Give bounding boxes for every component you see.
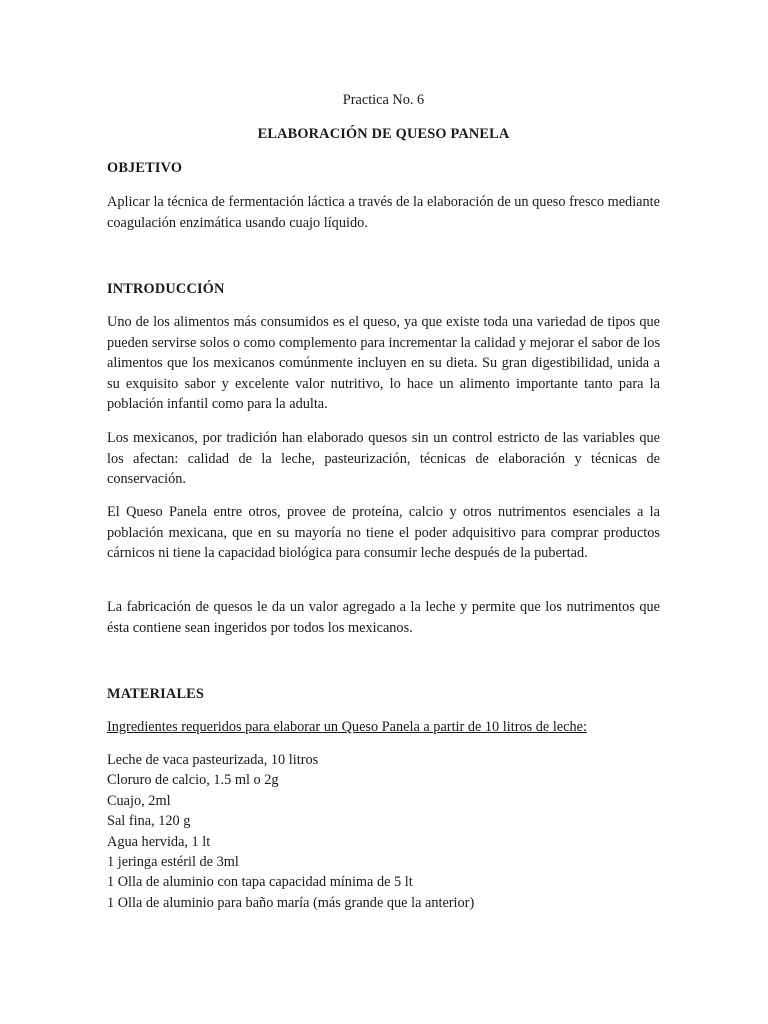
introduccion-paragraph-1: Uno de los alimentos más consumidos es el queso, ya que existe toda una variedad de tipos que pueden servirse solos o como complemento para incrementar la calidad y mejorar el sabor de los alimentos que los mexicanos comúnmente incluyen en su dieta. Su gran digestibilidad, unida a su exquisito sabor y excelente valor nutritivo, lo hace un alimento importante tanto para la población infantil como para la adulta. bbox=[107, 314, 661, 412]
list-item: Cuajo, 2ml bbox=[107, 792, 171, 809]
introduccion-heading: INTRODUCCIÓN bbox=[107, 281, 225, 297]
list-item: Leche de vaca pasteurizada, 10 litros bbox=[107, 752, 319, 768]
document-page bbox=[107, 0, 660, 1024]
document-title: ELABORACIÓN DE QUESO PANELA bbox=[257, 126, 510, 142]
materiales-subheading: Ingredientes requeridos para elaborar un Queso Panela a partir de 10 litros de leche: bbox=[107, 719, 587, 735]
introduccion-paragraph-2: Los mexicanos, por tradición han elaborado quesos sin un control estricto de las variables que los afectan: calidad de la leche, pasteurización, técnicas de elaboración y técnicas de conservación. bbox=[107, 430, 660, 487]
introduccion-paragraph-3: El Queso Panela entre otros, provee de proteína, calcio y otros nutrimentos esenciales a la población mexicana, que en su mayoría no tiene el poder adquisitivo para comprar productos cárnicos ni tiene la capacidad biológica para consumir leche después de la pubertad. bbox=[107, 504, 660, 561]
ingredients-list bbox=[107, 750, 474, 913]
list-item: 1 Olla de aluminio con tapa capacidad mínima de 5 lt bbox=[107, 874, 413, 891]
list-item: 1 Olla de aluminio para baño maría (más grande que la anterior) bbox=[107, 894, 475, 911]
objetivo-heading: OBJETIVO bbox=[107, 160, 183, 176]
objetivo-text: Aplicar la técnica de fermentación láctica a través de la elaboración de un queso fresco mediante coagulación enzimática usando cuajo líquido. bbox=[107, 194, 660, 231]
list-item: Sal fina, 120 g bbox=[107, 813, 191, 830]
list-item: Agua hervida, 1 lt bbox=[107, 833, 211, 850]
list-item: 1 jeringa estéril de 3ml bbox=[107, 854, 239, 871]
list-item: Cloruro de calcio, 1.5 ml o 2g bbox=[107, 772, 279, 789]
materiales-heading: MATERIALES bbox=[107, 686, 205, 702]
introduccion-paragraph-4: La fabricación de quesos le da un valor agregado a la leche y permite que los nutrimentos que ésta contiene sean ingeridos por todos los mexicanos. bbox=[107, 599, 660, 636]
practice-number: Practica No. 6 bbox=[342, 92, 425, 108]
